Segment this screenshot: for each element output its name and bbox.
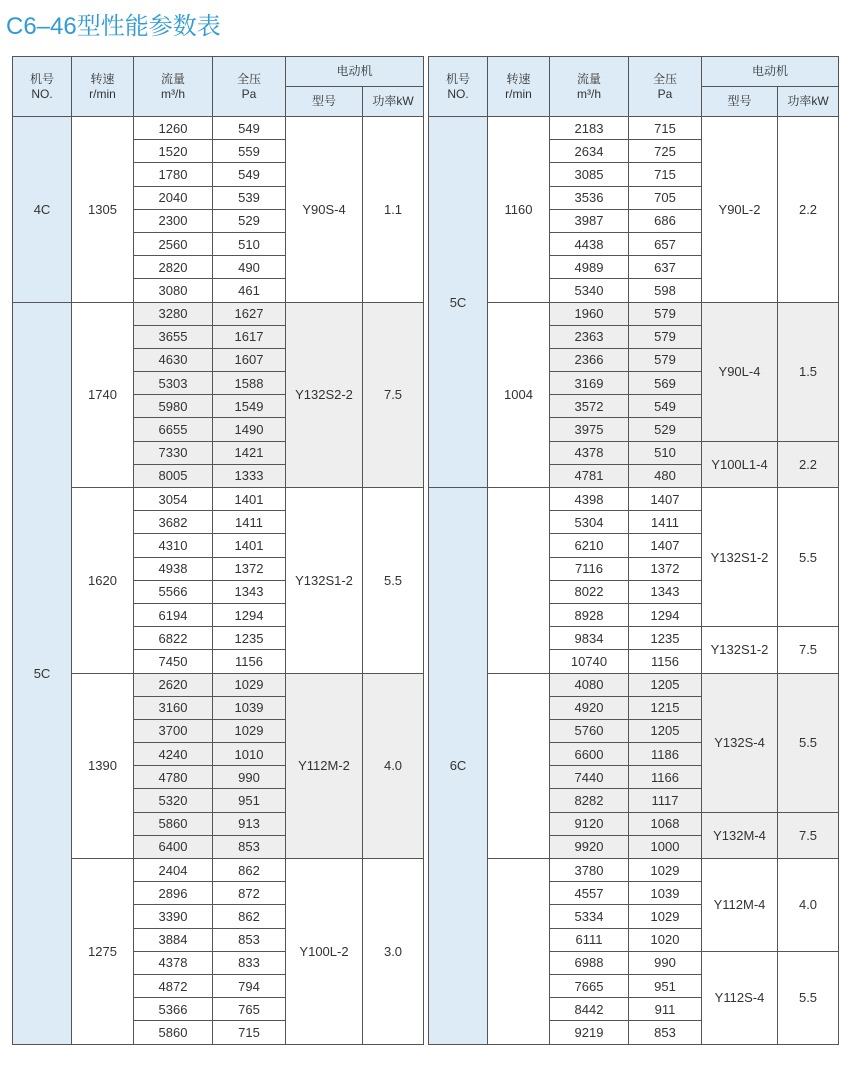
pressure-cell: 715 xyxy=(213,1021,286,1044)
flow-cell: 8442 xyxy=(550,998,629,1021)
pressure-cell: 1343 xyxy=(213,580,286,603)
motor-type-cell: Y132S2-2 xyxy=(286,302,363,488)
motor-header: 电动机 xyxy=(286,57,424,87)
flow-header: 流量 m³/h xyxy=(550,57,629,117)
speed-cell xyxy=(488,488,550,674)
motor-power-cell: 5.5 xyxy=(778,951,839,1044)
flow-cell: 3780 xyxy=(550,859,629,882)
flow-cell: 4398 xyxy=(550,488,629,511)
pressure-cell: 990 xyxy=(213,766,286,789)
flow-cell: 3655 xyxy=(134,325,213,348)
motor-power-cell: 2.2 xyxy=(778,441,839,487)
motor-power-cell: 7.5 xyxy=(363,302,424,488)
pressure-header: 全压 Pa xyxy=(629,57,702,117)
flow-cell: 5860 xyxy=(134,1021,213,1044)
flow-cell: 5860 xyxy=(134,812,213,835)
table-row xyxy=(13,117,424,140)
motor-power-cell: 1.1 xyxy=(363,117,424,303)
pressure-cell: 1294 xyxy=(213,603,286,626)
motor-power-header: 功率kW xyxy=(778,87,839,117)
flow-cell: 4938 xyxy=(134,557,213,580)
flow-cell: 3700 xyxy=(134,719,213,742)
table-row xyxy=(429,117,839,140)
model-header: 机号 NO. xyxy=(429,57,488,117)
flow-cell: 2560 xyxy=(134,232,213,255)
pressure-cell: 1235 xyxy=(213,627,286,650)
pressure-cell: 951 xyxy=(629,974,702,997)
pressure-cell: 1617 xyxy=(213,325,286,348)
flow-cell: 3085 xyxy=(550,163,629,186)
flow-cell: 4989 xyxy=(550,256,629,279)
motor-type-cell: Y132S1-2 xyxy=(702,627,778,673)
pressure-cell: 1407 xyxy=(629,534,702,557)
pressure-cell: 1333 xyxy=(213,464,286,487)
pressure-cell: 1166 xyxy=(629,766,702,789)
flow-cell: 4080 xyxy=(550,673,629,696)
flow-cell: 2363 xyxy=(550,325,629,348)
pressure-cell: 510 xyxy=(629,441,702,464)
flow-cell: 7116 xyxy=(550,557,629,580)
speed-cell: 1620 xyxy=(72,488,134,674)
pressure-cell: 1407 xyxy=(629,488,702,511)
pressure-cell: 1156 xyxy=(629,650,702,673)
flow-cell: 1780 xyxy=(134,163,213,186)
motor-type-header: 型号 xyxy=(286,87,363,117)
pressure-cell: 579 xyxy=(629,325,702,348)
pressure-cell: 1401 xyxy=(213,534,286,557)
pressure-cell: 480 xyxy=(629,464,702,487)
table-row xyxy=(13,673,424,696)
pressure-cell: 559 xyxy=(213,140,286,163)
table-row xyxy=(429,488,839,511)
pressure-cell: 637 xyxy=(629,256,702,279)
flow-cell: 4378 xyxy=(134,951,213,974)
flow-cell: 4781 xyxy=(550,464,629,487)
model-header: 机号 NO. xyxy=(13,57,72,117)
flow-cell: 3572 xyxy=(550,395,629,418)
speed-cell: 1160 xyxy=(488,117,550,303)
motor-type-cell: Y112M-2 xyxy=(286,673,363,859)
flow-cell: 9920 xyxy=(550,835,629,858)
pressure-cell: 1010 xyxy=(213,743,286,766)
flow-cell: 6822 xyxy=(134,627,213,650)
pressure-cell: 1411 xyxy=(213,511,286,534)
flow-cell: 3054 xyxy=(134,488,213,511)
pressure-cell: 579 xyxy=(629,348,702,371)
flow-cell: 5566 xyxy=(134,580,213,603)
flow-cell: 8282 xyxy=(550,789,629,812)
machine-number-cell: 5C xyxy=(429,117,488,488)
pressure-cell: 1000 xyxy=(629,835,702,858)
speed-cell: 1275 xyxy=(72,859,134,1045)
pressure-cell: 951 xyxy=(213,789,286,812)
pressure-cell: 1186 xyxy=(629,743,702,766)
motor-power-cell: 3.0 xyxy=(363,859,424,1045)
pressure-cell: 657 xyxy=(629,232,702,255)
flow-cell: 1520 xyxy=(134,140,213,163)
pressure-cell: 1588 xyxy=(213,372,286,395)
flow-cell: 3682 xyxy=(134,511,213,534)
pressure-cell: 715 xyxy=(629,117,702,140)
speed-cell: 1740 xyxy=(72,302,134,488)
motor-type-cell: Y112M-4 xyxy=(702,859,778,952)
flow-cell: 3536 xyxy=(550,186,629,209)
pressure-cell: 911 xyxy=(629,998,702,1021)
pressure-cell: 765 xyxy=(213,998,286,1021)
flow-cell: 7330 xyxy=(134,441,213,464)
pressure-cell: 549 xyxy=(213,117,286,140)
pressure-cell: 715 xyxy=(629,163,702,186)
flow-cell: 5320 xyxy=(134,789,213,812)
flow-cell: 4557 xyxy=(550,882,629,905)
flow-cell: 3160 xyxy=(134,696,213,719)
flow-header: 流量 m³/h xyxy=(134,57,213,117)
pressure-cell: 1343 xyxy=(629,580,702,603)
performance-table-right xyxy=(428,56,839,1045)
pressure-cell: 579 xyxy=(629,302,702,325)
pressure-cell: 1627 xyxy=(213,302,286,325)
flow-cell: 10740 xyxy=(550,650,629,673)
pressure-cell: 1372 xyxy=(629,557,702,580)
pressure-cell: 1235 xyxy=(629,627,702,650)
table-row xyxy=(429,673,839,696)
flow-cell: 1960 xyxy=(550,302,629,325)
pressure-cell: 862 xyxy=(213,859,286,882)
flow-cell: 1260 xyxy=(134,117,213,140)
flow-cell: 2404 xyxy=(134,859,213,882)
pressure-cell: 1549 xyxy=(213,395,286,418)
flow-cell: 9120 xyxy=(550,812,629,835)
flow-cell: 9219 xyxy=(550,1021,629,1044)
pressure-cell: 1039 xyxy=(213,696,286,719)
motor-type-cell: Y132S-4 xyxy=(702,673,778,812)
pressure-cell: 1029 xyxy=(629,859,702,882)
flow-cell: 4378 xyxy=(550,441,629,464)
speed-cell xyxy=(488,859,550,1045)
flow-cell: 2620 xyxy=(134,673,213,696)
flow-cell: 8928 xyxy=(550,603,629,626)
flow-cell: 4240 xyxy=(134,743,213,766)
machine-number-cell: 6C xyxy=(429,488,488,1045)
pressure-cell: 862 xyxy=(213,905,286,928)
motor-power-cell: 7.5 xyxy=(778,812,839,858)
flow-cell: 8022 xyxy=(550,580,629,603)
table-row xyxy=(429,302,839,325)
motor-power-cell: 4.0 xyxy=(363,673,424,859)
table-row xyxy=(13,488,424,511)
pressure-cell: 529 xyxy=(629,418,702,441)
motor-type-cell: Y100L1-4 xyxy=(702,441,778,487)
pressure-cell: 539 xyxy=(213,186,286,209)
motor-type-header: 型号 xyxy=(702,87,778,117)
pressure-cell: 1117 xyxy=(629,789,702,812)
pressure-cell: 686 xyxy=(629,209,702,232)
flow-cell: 8005 xyxy=(134,464,213,487)
pressure-cell: 1205 xyxy=(629,673,702,696)
motor-power-header: 功率kW xyxy=(363,87,424,117)
pressure-cell: 913 xyxy=(213,812,286,835)
motor-power-cell: 5.5 xyxy=(778,488,839,627)
motor-power-cell: 7.5 xyxy=(778,627,839,673)
flow-cell: 5980 xyxy=(134,395,213,418)
pressure-cell: 549 xyxy=(629,395,702,418)
pressure-cell: 1020 xyxy=(629,928,702,951)
flow-cell: 6400 xyxy=(134,835,213,858)
flow-cell: 5760 xyxy=(550,719,629,742)
flow-cell: 6655 xyxy=(134,418,213,441)
motor-type-cell: Y132S1-2 xyxy=(702,488,778,627)
speed-cell xyxy=(488,673,550,859)
motor-type-cell: Y132S1-2 xyxy=(286,488,363,674)
flow-cell: 4438 xyxy=(550,232,629,255)
pressure-cell: 1294 xyxy=(629,603,702,626)
flow-cell: 5304 xyxy=(550,511,629,534)
pressure-cell: 725 xyxy=(629,140,702,163)
pressure-cell: 1156 xyxy=(213,650,286,673)
flow-cell: 2300 xyxy=(134,209,213,232)
motor-power-cell: 5.5 xyxy=(363,488,424,674)
pressure-cell: 490 xyxy=(213,256,286,279)
flow-cell: 5340 xyxy=(550,279,629,302)
flow-cell: 6210 xyxy=(550,534,629,557)
pressure-header: 全压 Pa xyxy=(213,57,286,117)
page-title: C6–46型性能参数表 xyxy=(6,13,221,40)
pressure-cell: 510 xyxy=(213,232,286,255)
pressure-cell: 1215 xyxy=(629,696,702,719)
flow-cell: 5334 xyxy=(550,905,629,928)
pressure-cell: 1068 xyxy=(629,812,702,835)
flow-cell: 2896 xyxy=(134,882,213,905)
motor-power-cell: 4.0 xyxy=(778,859,839,952)
flow-cell: 4872 xyxy=(134,974,213,997)
pressure-cell: 705 xyxy=(629,186,702,209)
flow-cell: 2634 xyxy=(550,140,629,163)
speed-cell: 1004 xyxy=(488,302,550,488)
flow-cell: 2183 xyxy=(550,117,629,140)
flow-cell: 7450 xyxy=(134,650,213,673)
pressure-cell: 1372 xyxy=(213,557,286,580)
motor-power-cell: 5.5 xyxy=(778,673,839,812)
flow-cell: 9834 xyxy=(550,627,629,650)
pressure-cell: 569 xyxy=(629,372,702,395)
machine-number-cell: 5C xyxy=(13,302,72,1044)
flow-cell: 6194 xyxy=(134,603,213,626)
flow-cell: 2040 xyxy=(134,186,213,209)
motor-type-cell: Y112S-4 xyxy=(702,951,778,1044)
pressure-cell: 598 xyxy=(629,279,702,302)
flow-cell: 3987 xyxy=(550,209,629,232)
flow-cell: 6600 xyxy=(550,743,629,766)
flow-cell: 3280 xyxy=(134,302,213,325)
pressure-cell: 1607 xyxy=(213,348,286,371)
speed-header: 转速 r/min xyxy=(72,57,134,117)
pressure-cell: 1411 xyxy=(629,511,702,534)
pressure-cell: 794 xyxy=(213,974,286,997)
machine-number-cell: 4C xyxy=(13,117,72,303)
pressure-cell: 1205 xyxy=(629,719,702,742)
flow-cell: 3080 xyxy=(134,279,213,302)
flow-cell: 2366 xyxy=(550,348,629,371)
flow-cell: 4630 xyxy=(134,348,213,371)
flow-cell: 2820 xyxy=(134,256,213,279)
motor-type-cell: Y132M-4 xyxy=(702,812,778,858)
table-row xyxy=(429,859,839,882)
flow-cell: 3884 xyxy=(134,928,213,951)
pressure-cell: 461 xyxy=(213,279,286,302)
speed-header: 转速 r/min xyxy=(488,57,550,117)
pressure-cell: 1401 xyxy=(213,488,286,511)
motor-power-cell: 2.2 xyxy=(778,117,839,303)
flow-cell: 5303 xyxy=(134,372,213,395)
motor-type-cell: Y90S-4 xyxy=(286,117,363,303)
pressure-cell: 990 xyxy=(629,951,702,974)
pressure-cell: 1029 xyxy=(213,719,286,742)
flow-cell: 3975 xyxy=(550,418,629,441)
pressure-cell: 853 xyxy=(629,1021,702,1044)
pressure-cell: 1039 xyxy=(629,882,702,905)
table-row xyxy=(13,302,424,325)
speed-cell: 1305 xyxy=(72,117,134,303)
flow-cell: 5366 xyxy=(134,998,213,1021)
motor-type-cell: Y90L-2 xyxy=(702,117,778,303)
pressure-cell: 1029 xyxy=(213,673,286,696)
pressure-cell: 853 xyxy=(213,928,286,951)
flow-cell: 4310 xyxy=(134,534,213,557)
flow-cell: 3169 xyxy=(550,372,629,395)
motor-type-cell: Y100L-2 xyxy=(286,859,363,1045)
performance-table-left xyxy=(12,56,424,1045)
motor-power-cell: 1.5 xyxy=(778,302,839,441)
flow-cell: 4920 xyxy=(550,696,629,719)
pressure-cell: 1421 xyxy=(213,441,286,464)
flow-cell: 3390 xyxy=(134,905,213,928)
flow-cell: 7440 xyxy=(550,766,629,789)
pressure-cell: 549 xyxy=(213,163,286,186)
pressure-cell: 529 xyxy=(213,209,286,232)
pressure-cell: 853 xyxy=(213,835,286,858)
pressure-cell: 872 xyxy=(213,882,286,905)
motor-type-cell: Y90L-4 xyxy=(702,302,778,441)
flow-cell: 6988 xyxy=(550,951,629,974)
pressure-cell: 1490 xyxy=(213,418,286,441)
pressure-cell: 1029 xyxy=(629,905,702,928)
pressure-cell: 833 xyxy=(213,951,286,974)
motor-header: 电动机 xyxy=(702,57,839,87)
flow-cell: 7665 xyxy=(550,974,629,997)
flow-cell: 6111 xyxy=(550,928,629,951)
flow-cell: 4780 xyxy=(134,766,213,789)
speed-cell: 1390 xyxy=(72,673,134,859)
table-row xyxy=(13,859,424,882)
